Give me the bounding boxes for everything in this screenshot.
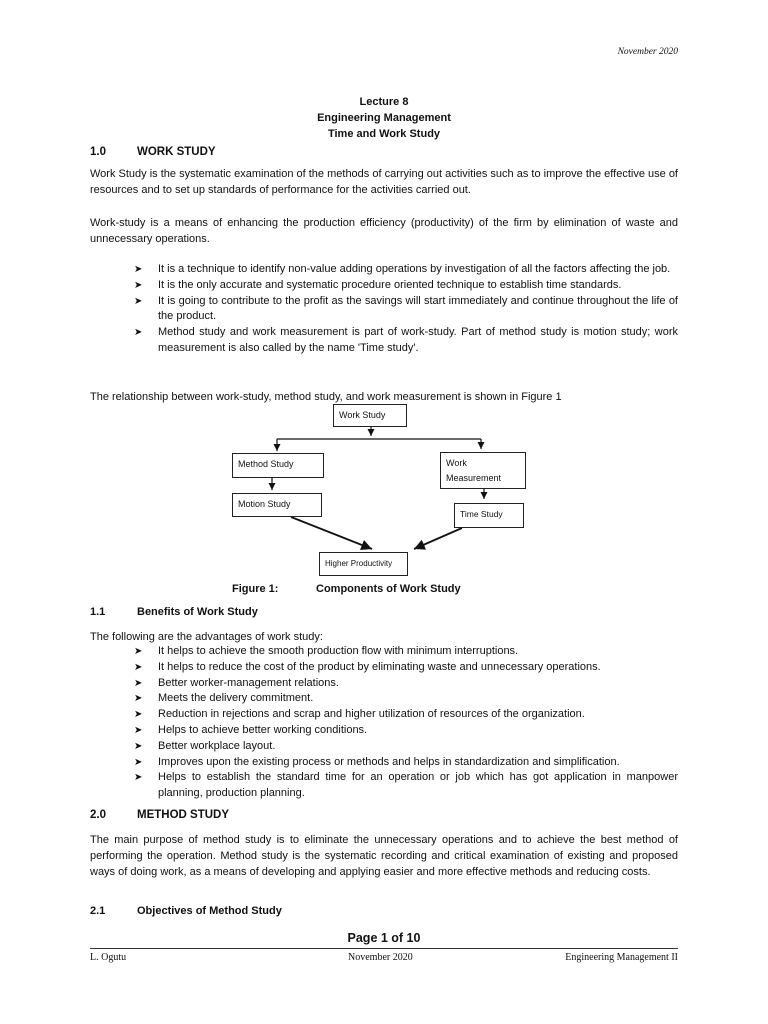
arrow-bullet-icon: ➤ xyxy=(134,709,143,721)
arrow-bullet-icon: ➤ xyxy=(134,295,143,307)
arrow-bullet-icon: ➤ xyxy=(134,740,143,752)
lecture-topic: Time and Work Study xyxy=(327,128,441,140)
paragraph-work-study-definition: Work Study is the systematic examination of the methods of carrying out activities such as to improve the effective use of resources and to set up standards of performance for the activities carried out. xyxy=(90,168,678,196)
footer-divider xyxy=(90,948,678,949)
footer-date: November 2020 xyxy=(348,952,413,963)
arrow-bullet-icon: ➤ xyxy=(134,661,143,673)
box-work-measurement: Work Measurement xyxy=(440,452,526,489)
section-title: METHOD STUDY xyxy=(137,809,229,821)
subsection-title: Objectives of Method Study xyxy=(137,905,282,917)
section-number: 1.0 xyxy=(90,146,106,158)
arrow-bullet-icon: ➤ xyxy=(134,279,143,291)
list-item: ➤ Reduction in rejections and scrap and higher utilization of resources of the organization. xyxy=(134,707,678,723)
paragraph-method-study: The main purpose of method study is to eliminate the unnecessary operations and to achieve the best method of performing the operation. Method study is the systematic recording and critical examination of existing and proposed ways of doing work, as a means of developing and applying easier and more effective methods and reducing costs. xyxy=(90,834,678,878)
arrow-bullet-icon: ➤ xyxy=(134,677,143,689)
paragraph-work-study-purpose: Work-study is a means of enhancing the production efficiency (productivity) of the firm by elimination of waste and unnecessary operations. xyxy=(90,217,678,245)
connector-motion-to-productivity xyxy=(291,517,372,549)
arrow-bullet-icon: ➤ xyxy=(134,693,143,705)
arrow-bullet-icon: ➤ xyxy=(134,327,143,339)
lecture-number: Lecture 8 xyxy=(359,96,409,108)
box-motion-study: Motion Study xyxy=(232,493,322,517)
list-item: ➤ It helps to reduce the cost of the product by eliminating waste and unnecessary operations. xyxy=(134,660,678,676)
box-method-study: Method Study xyxy=(232,453,324,478)
list-item: ➤ Method study and work measurement is part of work-study. Part of method study is motion study; work measurement is also called by the name 'Time study'. xyxy=(134,326,678,354)
list-item: ➤ Improves upon the existing process or methods and helps in standardization and simplification. xyxy=(134,755,678,771)
paragraph-benefits-intro: The following are the advantages of work study: xyxy=(90,631,323,643)
arrow-bullet-icon: ➤ xyxy=(134,756,143,768)
footer-course: Engineering Management II xyxy=(565,952,678,963)
section-heading-method-study xyxy=(90,809,229,821)
arrow-bullet-icon: ➤ xyxy=(134,772,143,784)
paragraph-relationship: The relationship between work-study, method study, and work measurement is shown in Figure 1 xyxy=(90,391,562,403)
section-number: 2.0 xyxy=(90,809,106,821)
list-item: ➤ Helps to establish the standard time for an operation or job which has got application in manpower planning, production planning. xyxy=(134,771,678,800)
list-item: ➤ It is a technique to identify non-value adding operations by investigation of all the factors affecting the job. xyxy=(134,262,678,278)
course-title: Engineering Management xyxy=(317,112,451,124)
header-date: November 2020 xyxy=(617,47,678,57)
figure-caption-text: Components of Work Study xyxy=(316,583,461,595)
connector-time-to-productivity xyxy=(414,528,462,549)
list-item: ➤ It helps to achieve the smooth production flow with minimum interruptions. xyxy=(134,644,678,660)
list-item: ➤ Meets the delivery commitment. xyxy=(134,691,678,707)
arrow-bullet-icon: ➤ xyxy=(134,264,143,275)
list-item: ➤ Better workplace layout. xyxy=(134,739,678,755)
list-item: ➤ It is the only accurate and systematic procedure oriented technique to establish time standards. xyxy=(134,278,678,294)
list-item: ➤ Helps to achieve better working conditions. xyxy=(134,723,678,739)
subsection-heading-objectives xyxy=(90,905,282,917)
subsection-title: Benefits of Work Study xyxy=(137,606,258,618)
subsection-number: 2.1 xyxy=(90,905,106,917)
box-work-study: Work Study xyxy=(333,404,407,427)
page-number: Page 1 of 10 xyxy=(347,931,421,945)
arrow-bullet-icon: ➤ xyxy=(134,724,143,736)
subsection-number: 1.1 xyxy=(90,606,106,618)
box-higher-productivity: Higher Productivity xyxy=(319,552,408,576)
bullet-list-benefits xyxy=(134,644,678,802)
arrow-bullet-icon: ➤ xyxy=(134,646,143,657)
subsection-heading-benefits xyxy=(90,606,258,618)
figure-caption-label: Figure 1: xyxy=(232,583,279,595)
list-item: ➤ It is going to contribute to the profit as the savings will start immediately and continue throughout the life of the product. xyxy=(134,294,678,323)
list-item: ➤ Better worker-management relations. xyxy=(134,676,678,692)
section-title: WORK STUDY xyxy=(137,146,216,158)
footer-author: L. Ogutu xyxy=(90,952,127,963)
box-time-study: Time Study xyxy=(454,503,524,528)
